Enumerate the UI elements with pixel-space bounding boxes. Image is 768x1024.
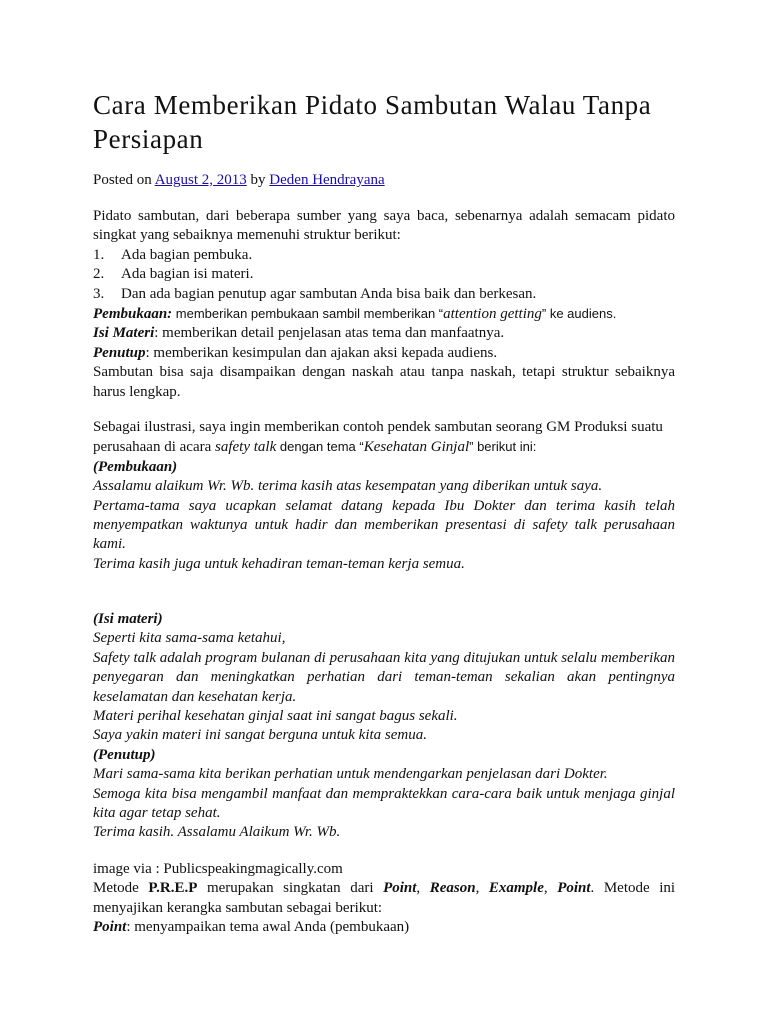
pembukaan-line: Pertama-tama saya ucapkan selamat datang kepada Ibu Dokter dan terima kasih telah menyempatkan waktunya untuk hadir dan memberikan presentasi di safety talk perusahaan kami.: [93, 497, 675, 553]
penutup-line: Terima kasih. Assalamu Alaikum Wr. Wb.: [93, 824, 341, 841]
list-item: 2. Ada bagian isi materi.: [93, 266, 254, 283]
illustration-paragraph: Sebagai ilustrasi, saya ingin memberikan contoh pendek sambutan seorang GM Produksi suatu perusahaan di acara safety talk dengan tema “Kesehatan Ginjal” berikut ini:: [93, 419, 663, 456]
penutup-line: Semoga kita bisa mengambil manfaat dan mempraktekkan cara-cara baik untuk menjaga ginjal kita agar tetap sehat.: [93, 785, 675, 822]
structure-note: Sambutan bisa saja disampaikan dengan naskah atau tanpa naskah, tetapi struktur sebaiknya harus lengkap.: [93, 364, 675, 400]
section-structure: [93, 207, 675, 402]
isi-heading: (Isi materi): [93, 611, 163, 627]
point-definition: Point: menyampaikan tema awal Anda (pembukaan): [93, 919, 410, 936]
image-credit: image via : Publicspeakingmagically.com: [93, 861, 343, 877]
posted-on-label: Posted on: [93, 172, 152, 188]
isi-line: Seperti kita sama-sama ketahui,: [93, 630, 286, 647]
isi-line: Materi perihal kesehatan ginjal saat ini sangat bagus sekali.: [93, 708, 458, 725]
isi-line: Saya yakin materi ini sangat berguna untuk kita semua.: [93, 727, 427, 744]
list-item: 1. Ada bagian pembuka.: [93, 246, 253, 263]
penutup-line: Mari sama-sama kita berikan perhatian untuk mendengarkan penjelasan dari Dokter.: [93, 766, 608, 783]
section-prep: [93, 860, 675, 938]
def-isi-materi: Isi Materi: memberikan detail penjelasan atas tema dan manfaatnya.: [93, 325, 505, 342]
isi-line: Safety talk adalah program bulanan di perusahaan kita yang ditujukan untuk selalu memberikan penyegaran dan meningkatkan perhatian dari teman-teman sekalian akan pentingnya keselamatan dan kesehatan kerja.: [93, 649, 675, 705]
post-meta: [93, 171, 385, 190]
author-link[interactable]: Deden Hendrayana: [269, 172, 385, 188]
intro-paragraph: Pidato sambutan, dari beberapa sumber yang saya baca, sebenarnya adalah semacam pidato singkat yang sebaiknya memenuhi struktur berikut:: [93, 208, 675, 244]
def-penutup: Penutup: memberikan kesimpulan dan ajakan aksi kepada audiens.: [93, 344, 498, 361]
pembukaan-line: Assalamu alaikum Wr. Wb. terima kasih atas kesempatan yang diberikan untuk saya.: [93, 478, 603, 495]
post-date-link[interactable]: August 2, 2013: [154, 172, 247, 188]
prep-paragraph: Metode P.R.E.P merupakan singkatan dari Point, Reason, Example, Point. Metode ini menyajikan kerangka sambutan sebagai berikut:: [93, 880, 676, 916]
section-illustration: [93, 418, 675, 574]
article-title: Cara Memberikan Pidato Sambutan Walau Tanpa Persiapan: [93, 90, 652, 154]
pembukaan-heading: (Pembukaan): [93, 458, 178, 475]
list-item: 3. Dan ada bagian penutup agar sambutan Anda bisa baik dan berkesan.: [93, 285, 537, 302]
by-label: by: [250, 172, 266, 188]
penutup-heading: (Penutup): [93, 746, 156, 763]
def-pembukaan: Pembukaan: memberikan pembukaan sambil memberikan “attention getting” ke audiens.: [93, 306, 617, 323]
section-isi-penutup: [93, 610, 675, 843]
pembukaan-line: Terima kasih juga untuk kehadiran teman-teman kerja semua.: [93, 555, 465, 572]
